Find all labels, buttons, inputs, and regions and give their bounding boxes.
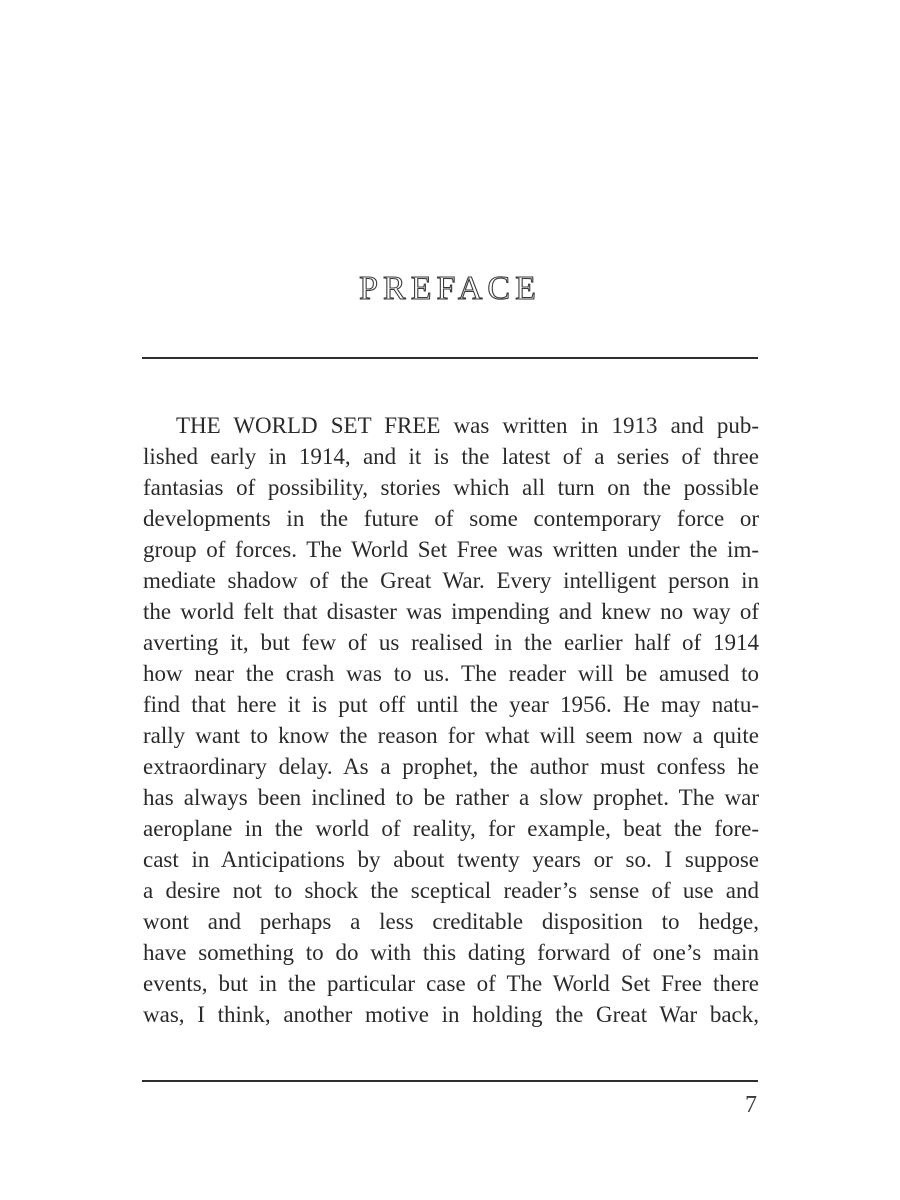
text-line: aeroplane in the world of reality, for example, beat the fore-: [143, 816, 759, 841]
text-line: a desire not to shock the sceptical reader’s sense of use and: [143, 878, 759, 903]
text-line: find that here it is put off until the year 1956. He may natu-: [143, 692, 759, 717]
text-line: mediate shadow of the Great War. Every intelligent person in: [143, 568, 759, 593]
text-line: have something to do with this dating forward of one’s main: [143, 940, 759, 965]
text-line: was, I think, another motive in holding the Great War back,: [143, 1002, 759, 1027]
preface-paragraph: [143, 410, 759, 1030]
text-line: cast in Anticipations by about twenty years or so. I suppose: [143, 847, 759, 872]
text-line: lished early in 1914, and it is the latest of a series of three: [143, 444, 759, 469]
text-line: events, but in the particular case of The World Set Free there: [143, 971, 759, 996]
text-line: rally want to know the reason for what will seem now a quite: [143, 723, 759, 748]
text-line: averting it, but few of us realised in the earlier half of 1914: [143, 630, 759, 655]
bottom-divider: [142, 1080, 758, 1082]
text-line: developments in the future of some contemporary force or: [143, 506, 759, 531]
text-line: how near the crash was to us. The reader will be amused to: [143, 661, 759, 686]
page-number: 7: [745, 1092, 757, 1118]
text-line: group of forces. The World Set Free was written under the im-: [143, 537, 759, 562]
text-line: extraordinary delay. As a prophet, the author must confess he: [143, 754, 759, 779]
text-line: has always been inclined to be rather a slow prophet. The war: [143, 785, 759, 810]
text-line: THE WORLD SET FREE was written in 1913 and pub-: [176, 413, 759, 438]
text-line: fantasias of possibility, stories which all turn on the possible: [143, 475, 759, 500]
text-line: the world felt that disaster was impending and knew no way of: [143, 599, 759, 624]
text-line: wont and perhaps a less creditable disposition to hedge,: [143, 909, 759, 934]
chapter-title: PREFACE: [359, 270, 541, 307]
top-divider: [142, 357, 758, 359]
